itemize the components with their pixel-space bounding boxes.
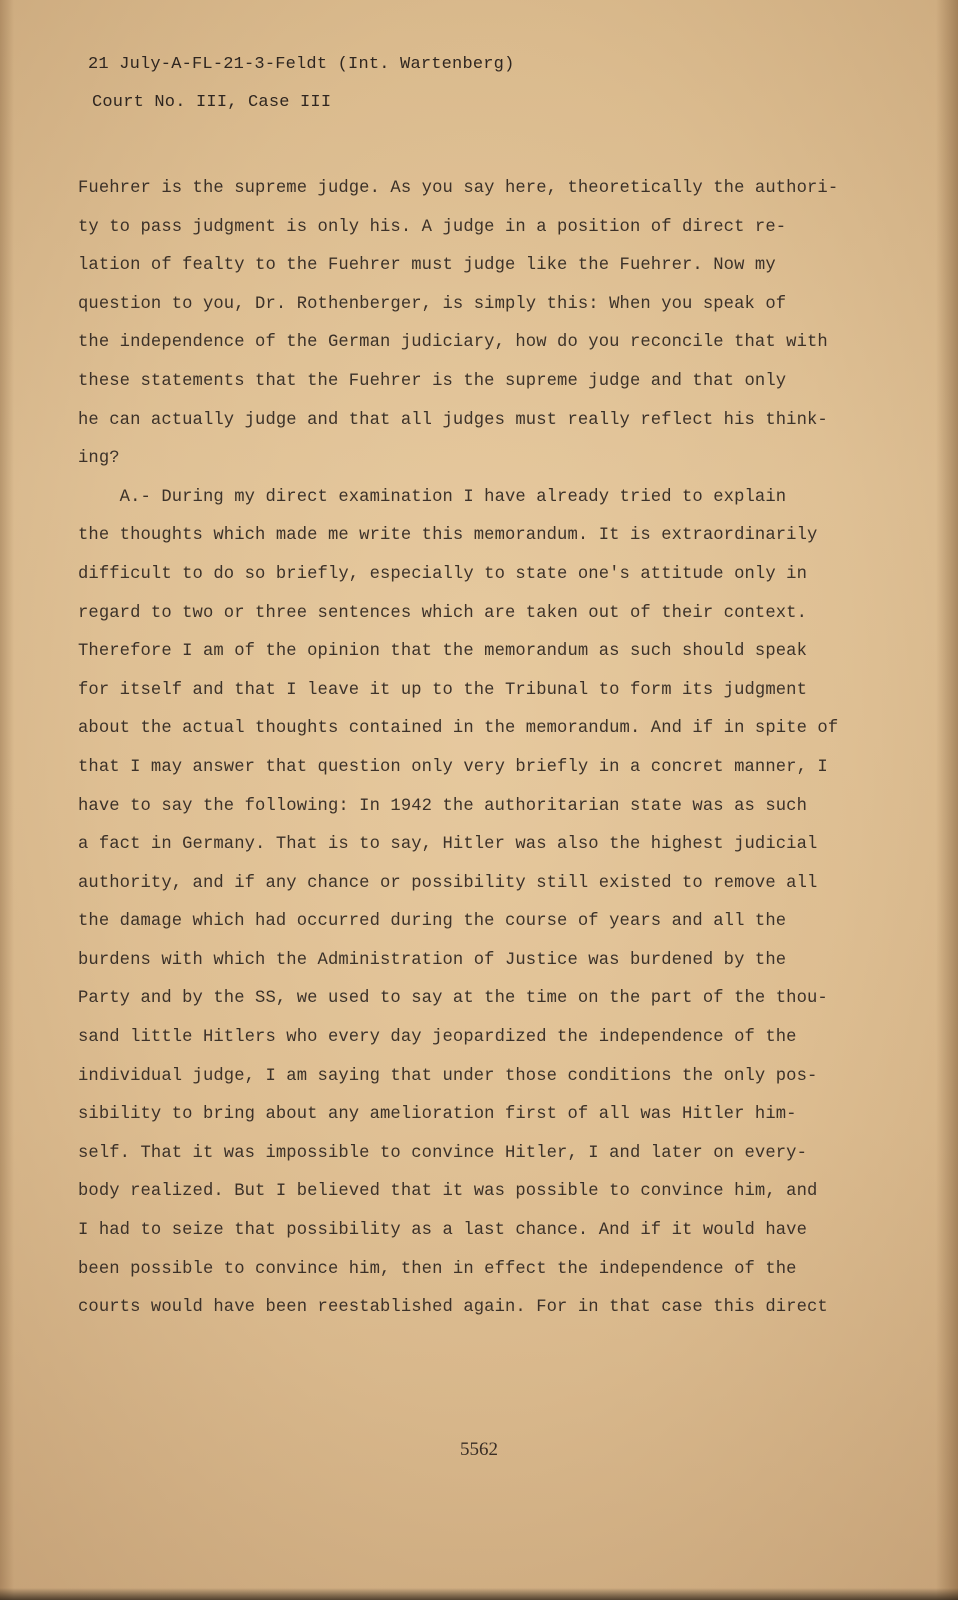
text-line: body realized. But I believed that it was possible to convince him, and — [78, 1182, 818, 1202]
text-line: A.- During my direct examination I have already tried to explain — [78, 487, 787, 507]
text-line: a fact in Germany. That is to say, Hitler was also the highest judicial — [78, 835, 818, 855]
text-line: Fuehrer is the supreme judge. As you say here, theoretically the authori- — [78, 179, 839, 198]
text-line: courts would have been reestablished again. For in that case this direct — [78, 1298, 828, 1318]
text-line: these statements that the Fuehrer is the supreme judge and that only — [78, 371, 787, 391]
transcript-body — [78, 170, 858, 1328]
header-reference-line: 21 July-A-FL-21-3-Feldt (Int. Wartenberg) — [88, 55, 515, 74]
page-left-edge-shadow — [0, 0, 14, 1600]
page-bottom-edge-shadow — [0, 1588, 958, 1600]
text-line: lation of fealty to the Fuehrer must judge like the Fuehrer. Now my — [78, 256, 776, 276]
text-line: Therefore I am of the opinion that the memorandum as such should speak — [78, 642, 807, 662]
text-line: burdens with which the Administration of Justice was burdened by the — [78, 950, 787, 970]
text-line: sand little Hitlers who every day jeopardized the independence of the — [78, 1028, 797, 1048]
header-court-line: Court No. III, Case III — [92, 93, 332, 112]
text-line: he can actually judge and that all judges must really reflect his think- — [78, 410, 828, 430]
text-line: the thoughts which made me write this memorandum. It is extraordinarily — [78, 526, 818, 546]
page-number: 5562 — [460, 1439, 498, 1460]
text-line: ing? — [78, 449, 120, 469]
text-line: have to say the following: In 1942 the authoritarian state was as such — [78, 796, 807, 816]
text-line: individual judge, I am saying that under those conditions the only pos- — [78, 1066, 818, 1086]
text-line: regard to two or three sentences which are taken out of their context. — [78, 603, 807, 623]
text-line: been possible to convince him, then in effect the independence of the — [78, 1259, 797, 1279]
text-line: for itself and that I leave it up to the Tribunal to form its judgment — [78, 680, 807, 700]
text-line: question to you, Dr. Rothenberger, is simply this: When you speak of — [78, 294, 787, 314]
text-line: self. That it was impossible to convince Hitler, I and later on every- — [78, 1143, 807, 1163]
text-line: sibility to bring about any amelioration first of all was Hitler him- — [78, 1105, 797, 1125]
page-right-edge-shadow — [936, 0, 958, 1600]
text-line: the independence of the German judiciary, how do you reconcile that with — [78, 333, 828, 353]
document-header — [88, 46, 514, 122]
text-line: ty to pass judgment is only his. A judge in a position of direct re- — [78, 217, 787, 237]
text-line: authority, and if any chance or possibility still existed to remove all — [78, 873, 818, 893]
text-line: about the actual thoughts contained in the memorandum. And if in spite of — [78, 719, 839, 739]
text-line: the damage which had occurred during the course of years and all the — [78, 912, 787, 932]
text-line: difficult to do so briefly, especially to state one's attitude only in — [78, 564, 807, 584]
text-line: Party and by the SS, we used to say at the time on the part of the thou- — [78, 989, 828, 1009]
text-line: I had to seize that possibility as a last chance. And if it would have — [78, 1221, 807, 1241]
text-line: that I may answer that question only very briefly in a concret manner, I — [78, 757, 828, 777]
